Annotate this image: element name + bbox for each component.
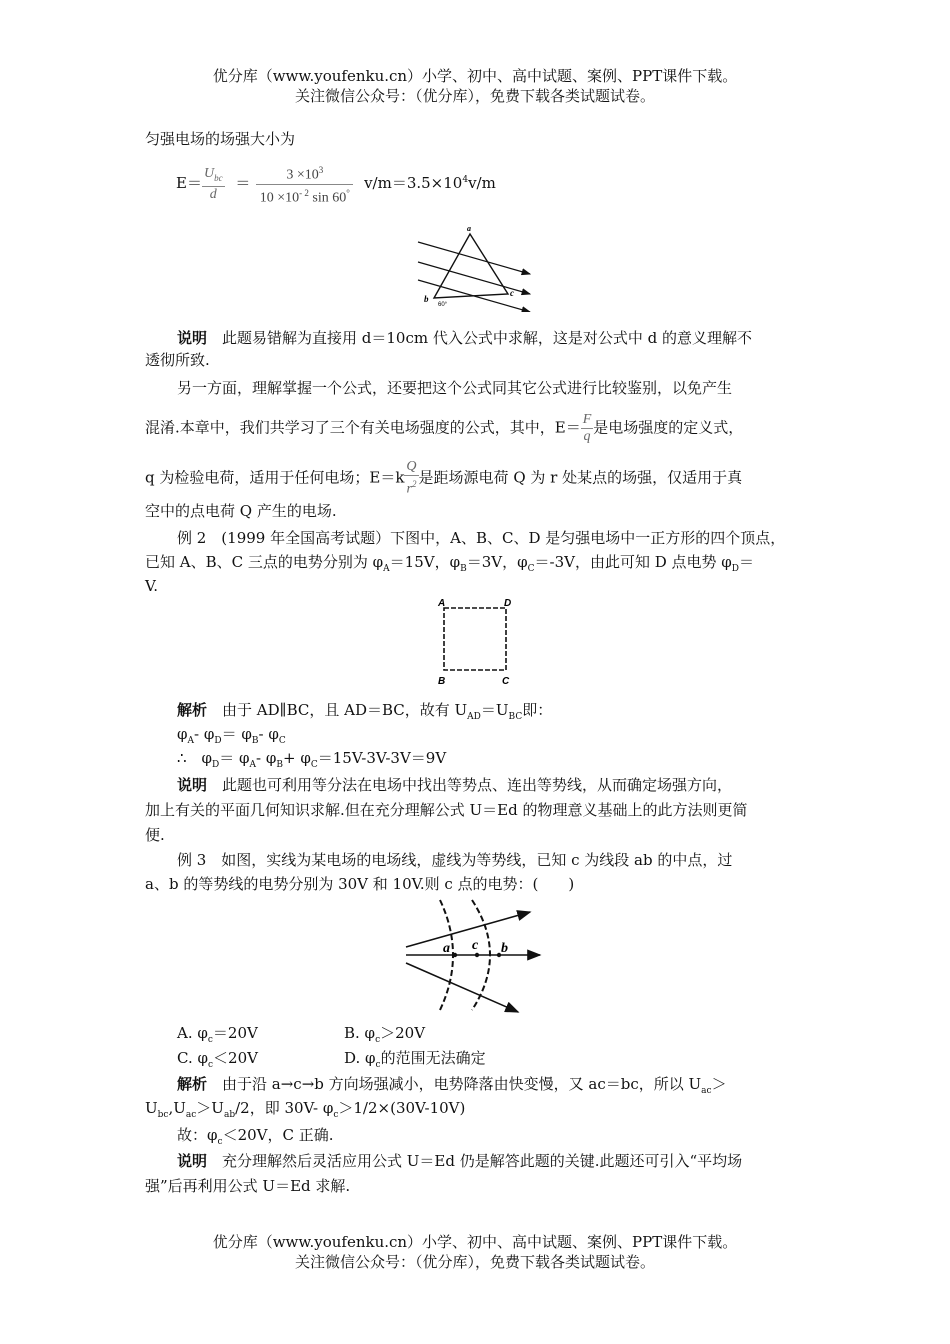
footer-line-1: 优分库（www.youfenku.cn）小学、初中、高中试题、案例、PPT课件下载。 — [212, 1233, 738, 1251]
sol3-text-3b: ＜20V，C 正确. — [222, 1126, 334, 1144]
vertex-B-label: B — [438, 676, 446, 687]
formula-u-over-d — [202, 166, 225, 203]
ex2-line-3: V. — [145, 577, 158, 595]
frac-f: F — [582, 412, 592, 427]
sol2-text-3a: ∴ φ — [177, 749, 213, 767]
para2-text-3a: q 为检验电荷，适用于任何电场；E＝k — [145, 468, 405, 487]
sol3-line-2 — [145, 1097, 465, 1126]
note2-line-2: 加上有关的平面几何知识求解.但在充分理解公式 U＝Ed 的物理意义基础上的此方法则更简 — [145, 801, 748, 819]
formula-den-b: sin 60 — [308, 190, 347, 206]
point-b-label: b — [501, 941, 508, 956]
square-abcd-figure — [430, 596, 520, 688]
option-b-sub: c — [375, 1035, 381, 1045]
note2-text-1: 此题也可利用等分法在电场中找出等势点、连出等势线，从而确定场强方向， — [207, 776, 733, 794]
formula-result-sup: 4 — [462, 175, 469, 186]
vertex-A-label: A — [438, 598, 446, 609]
square-abcd — [444, 608, 506, 670]
sol2-sub-bc: BC — [508, 712, 523, 722]
frac-Q: Q — [406, 459, 417, 474]
formula-eq: ＝ — [235, 174, 251, 193]
sol2-label: 解析 — [177, 701, 208, 719]
point-c-label: c — [510, 288, 514, 298]
para2-line-3 — [145, 459, 742, 498]
sol3-text-3a: 故：φ — [177, 1126, 218, 1144]
sol2-sub-2a: A — [187, 736, 195, 746]
option-d — [344, 1047, 486, 1076]
point-c-label: c — [472, 938, 479, 953]
formula-result — [364, 174, 496, 192]
option-d-prefix: D. φ — [344, 1049, 376, 1067]
ex2-text-b: ＝15V，φ — [389, 553, 461, 571]
ex2-sub-d: D — [731, 564, 739, 574]
formula-result-b: v/m — [468, 174, 496, 193]
sol3-text-2e: ＞1/2×(30V-10V) — [338, 1099, 466, 1117]
field-formula — [176, 162, 496, 206]
ex3-line-2: a、b 的等势线的电势分别为 30V 和 10V.则 c 点的电势：( ) — [145, 875, 575, 893]
sol2-sub-3c: C — [310, 760, 318, 770]
frac-q: q — [581, 428, 594, 445]
formula-den-a: 10 ×10 — [259, 190, 300, 206]
option-b-value: ＞20V — [380, 1024, 426, 1042]
sol3-text-1a: 由于沿 a→c→b 方向场强减小，电势降落由快变慢，又 ac＝bc，所以 U — [207, 1075, 702, 1093]
para2-text-3b: 是距场源电荷 Q 为 r 处某点的场强，仅适用于真 — [418, 468, 743, 487]
point-a-label: a — [467, 224, 471, 233]
sol3-sub-2: bc — [157, 1110, 169, 1120]
ex2-line-1: 例 2 (1999 年全国高考试题）下图中，A、B、C、D 是匀强电场中一正方形的四个顶点， — [177, 529, 786, 547]
sol2-sub-2c: C — [278, 736, 286, 746]
option-d-sub: c — [375, 1060, 381, 1070]
option-c-sub: c — [207, 1060, 214, 1070]
sol3-text-2b: ,U — [168, 1099, 186, 1117]
note3-text-1: 充分理解然后灵活应用公式 U＝Ed 仍是解答此题的关键.此题还可引入“平均场 — [207, 1152, 743, 1170]
formula-lhs: E＝ — [176, 174, 202, 193]
note3-line-2: 强”后再利用公式 U＝Ed 求解. — [145, 1177, 351, 1195]
note1-line-1 — [177, 327, 752, 349]
field-lines-figure — [400, 898, 550, 1018]
sol2-text-1c: 即： — [522, 701, 553, 719]
definition-fraction — [581, 412, 594, 445]
sol2-sub-3b: B — [276, 760, 284, 770]
sol3-line-3 — [177, 1124, 334, 1153]
sol2-text-2c: ＝ φ — [221, 725, 252, 743]
note3-line-1 — [177, 1150, 742, 1172]
option-a-prefix: A. φ — [177, 1024, 208, 1042]
sol2-text-3d: + φ — [283, 749, 311, 767]
sol3-sub-3: ac — [185, 1110, 197, 1120]
vertex-D-label: D — [504, 598, 512, 609]
sol2-sub-3d: D — [212, 760, 220, 770]
note1-line-2: 透彻所致. — [145, 351, 210, 369]
angle-label: 60° — [438, 302, 448, 308]
frac-r: r — [406, 481, 412, 497]
para2-text-2b: 是电场强度的定义式， — [593, 418, 744, 437]
sol3-label: 解析 — [177, 1075, 208, 1093]
point-charge-fraction — [404, 459, 418, 498]
ex2-sub-c: C — [527, 564, 535, 574]
sol3-text-2c: ＞U — [196, 1099, 224, 1117]
ex2-text-c: ＝3V，φ — [466, 553, 528, 571]
ex2-line-2 — [145, 551, 754, 580]
option-a-value: ＝20V — [212, 1024, 258, 1042]
triangle-field-figure — [410, 222, 540, 312]
point-a — [453, 953, 457, 957]
sol2-line-3 — [177, 747, 446, 776]
footer-line-2: 关注微信公众号：（优分库），免费下载各类试题试卷。 — [294, 1253, 655, 1271]
note2-line-3: 便. — [145, 826, 165, 844]
sol2-text-3e: ＝15V-3V-3V＝9V — [317, 749, 447, 767]
ex2-text-a: 已知 A、B、C 三点的电势分别为 φ — [145, 553, 384, 571]
field-line-1 — [418, 242, 530, 274]
ex2-sub-a: A — [383, 564, 390, 574]
option-a-sub: c — [207, 1035, 213, 1045]
sol2-text-2a: φ — [177, 725, 188, 743]
note2-label: 说明 — [177, 776, 208, 794]
sol2-text-3b: ＝ φ — [219, 749, 250, 767]
intro-text: 匀强电场的场强大小为 — [145, 130, 296, 148]
point-b-label: b — [424, 294, 429, 304]
formula-fraction — [256, 162, 353, 206]
sol2-text-1a: 由于 AD∥BC，且 AD＝BC，故有 U — [207, 701, 468, 719]
sol2-sub-2d: D — [214, 736, 222, 746]
sol3-text-2d: /2，即 30V- φ — [235, 1099, 334, 1117]
point-c — [475, 953, 479, 957]
option-c — [177, 1047, 258, 1076]
frac-r-sup: 2 — [411, 479, 417, 489]
para2-line-4: 空中的点电荷 Q 产生的电场. — [145, 502, 337, 520]
field-line-lower — [406, 963, 518, 1012]
option-d-value: 的范围无法确定 — [380, 1049, 486, 1067]
sol2-text-2b: - φ — [194, 725, 215, 743]
formula-num: 3 ×10 — [286, 167, 319, 183]
sol3-text-2a: U — [145, 1099, 158, 1117]
formula-u: U — [203, 165, 215, 181]
sol2-text-1b: ＝U — [480, 701, 509, 719]
formula-num-sup: 3 — [318, 165, 324, 175]
header-line-2: 关注微信公众号：（优分库），免费下载各类试题试卷。 — [294, 87, 655, 105]
field-line-upper — [406, 912, 530, 947]
sol2-text-2d: - φ — [258, 725, 279, 743]
triangle-abc — [434, 234, 508, 298]
sol3-sub-5: c — [333, 1110, 339, 1120]
para2-text-2a: 混淆.本章中，我们共学习了三个有关电场强度的公式，其中，E＝ — [145, 418, 581, 437]
sol3-text-1b: ＞ — [711, 1075, 727, 1093]
sol2-sub-ad: AD — [467, 712, 481, 722]
sol2-text-3c: - φ — [256, 749, 277, 767]
note2-line-1 — [177, 774, 732, 796]
point-a-label: a — [443, 941, 450, 956]
sol2-sub-2b: B — [251, 736, 259, 746]
ex2-sub-b: B — [460, 564, 467, 574]
formula-result-a: v/m＝3.5×10 — [364, 174, 463, 193]
option-c-prefix: C. φ — [177, 1049, 208, 1067]
header-line-1: 优分库（www.youfenku.cn）小学、初中、高中试题、案例、PPT课件下载。 — [212, 67, 738, 85]
formula-den-sup: - 2 — [299, 187, 309, 198]
formula-den-deg: ° — [346, 187, 350, 198]
vertex-C-label: C — [502, 676, 510, 687]
para2-line-1: 另一方面，理解掌握一个公式，还要把这个公式同其它公式进行比较鉴别，以免产生 — [177, 379, 733, 397]
note1-label: 说明 — [177, 329, 208, 347]
ex2-text-e: ＝ — [739, 553, 755, 571]
option-b-prefix: B. φ — [344, 1024, 376, 1042]
sol3-sub-4: ab — [223, 1110, 236, 1120]
para2-line-2 — [145, 412, 743, 445]
ex3-line-1: 例 3 如图，实线为某电场的电场线，虚线为等势线，已知 c 为线段 ab 的中点，过 — [177, 851, 733, 869]
sol3-sub-1: ac — [701, 1086, 712, 1096]
formula-d: d — [202, 186, 225, 203]
note1-text-1: 此题易错解为直接用 d＝10cm 代入公式中求解，这是对公式中 d 的意义理解不 — [207, 329, 753, 347]
option-c-value: ＜20V — [213, 1049, 258, 1067]
note3-label: 说明 — [177, 1152, 208, 1170]
formula-u-sub: bc — [214, 172, 223, 183]
sol3-sub-6: c — [217, 1137, 223, 1147]
sol2-sub-3a: A — [249, 760, 257, 770]
ex2-text-d: ＝-3V，由此可知 D 点电势 φ — [534, 553, 732, 571]
